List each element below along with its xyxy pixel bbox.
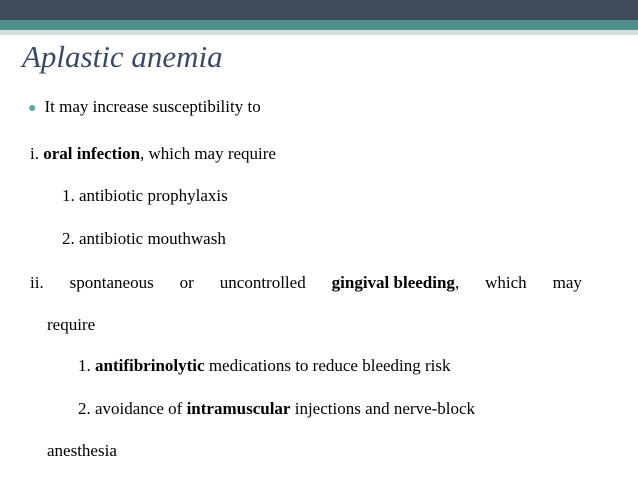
bullet-text: It may increase susceptibility to: [44, 97, 261, 116]
sub-ii-1-num: 1.: [78, 356, 91, 375]
item-ii-bold: gingival bleeding: [331, 273, 455, 292]
item-i-prefix: i.: [30, 144, 39, 163]
sub-ii-2-continuation: anesthesia: [47, 441, 117, 460]
sub-ii-1-rest: medications to reduce bleeding risk: [208, 356, 451, 375]
item-ii-word: uncontrolled: [219, 273, 306, 292]
header-bar-dark: [0, 0, 638, 20]
item-ii-comma: ,: [454, 273, 460, 292]
sub-ii-2-pre: avoidance of: [95, 399, 183, 418]
item-ii-line: [30, 273, 582, 293]
sub-ii-1: [78, 356, 451, 376]
slide-title: Aplastic anemia: [22, 39, 223, 74]
sub-i-1: 1. antibiotic prophylaxis: [62, 186, 228, 205]
sub-ii-2-num: 2.: [78, 399, 91, 418]
sub-ii-2-bold: intramuscular: [186, 399, 291, 418]
item-i-bold: oral infection: [43, 144, 141, 163]
item-i-suffix: , which may require: [140, 144, 276, 163]
sub-i-2: 2. antibiotic mouthwash: [62, 229, 226, 248]
item-ii-word: which: [485, 273, 527, 292]
sub-ii-1-bold: antifibrinolytic: [95, 356, 205, 375]
item-ii-word: ii.: [30, 273, 44, 292]
header-bar-light: [0, 30, 638, 35]
item-ii-word: or: [179, 273, 194, 292]
item-i-line: [30, 144, 276, 164]
sub-ii-2: [78, 399, 475, 419]
bullet-line: [28, 97, 261, 119]
header-bar-teal: [0, 20, 638, 30]
bullet-icon: ●: [28, 101, 37, 116]
sub-ii-2-rest: injections and nerve-block: [294, 399, 476, 418]
item-ii-word: spontaneous: [69, 273, 154, 292]
item-ii-continuation: require: [47, 315, 96, 334]
item-ii-word: may: [552, 273, 582, 292]
